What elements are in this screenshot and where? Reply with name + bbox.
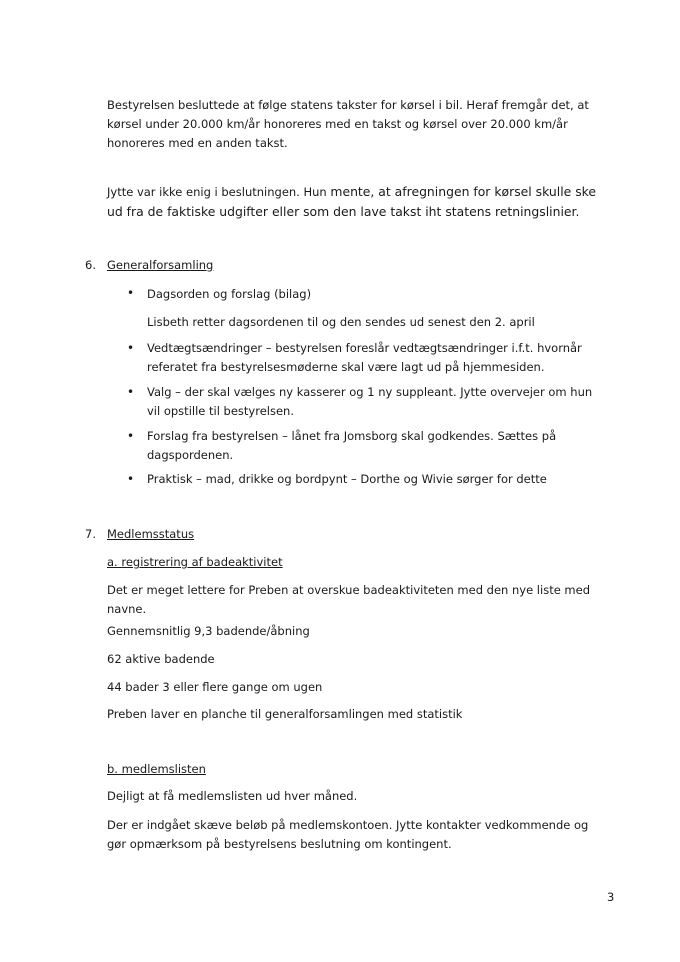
text-segment: mente, at afregningen for kørsel skulle ske xyxy=(330,184,597,199)
bullet-icon: • xyxy=(127,385,135,399)
list-item xyxy=(147,427,556,465)
bullet-icon: • xyxy=(127,429,135,443)
text-line: honoreres med en anden takst. xyxy=(107,136,288,150)
section-number: 7. xyxy=(85,527,96,541)
paragraph xyxy=(107,581,590,619)
list-item xyxy=(147,339,582,377)
list-item-note: Lisbeth retter dagsordenen til og den sendes ud senest den 2. april xyxy=(147,315,535,329)
text-line: 44 bader 3 eller flere gange om ugen xyxy=(107,680,323,694)
text-line: Forslag fra bestyrelsen – lånet fra Jomsborg skal godkendes. Sættes på xyxy=(147,429,557,443)
text-line: Dejligt at få medlemslisten ud hver måned. xyxy=(107,789,358,803)
text-segment: Jytte var ikke enig i beslutningen. Hun xyxy=(107,185,331,199)
text-line: navne. xyxy=(107,602,147,616)
bullet-icon: • xyxy=(127,472,135,486)
subsection-heading: b. medlemslisten xyxy=(107,762,206,776)
list-item xyxy=(147,285,311,304)
bullet-icon: • xyxy=(127,286,135,300)
text-line: Vedtægtsændringer – bestyrelsen foreslår vedtægtsændringer i.f.t. hvornår xyxy=(147,341,582,355)
text-line: Bestyrelsen besluttede at følge statens takster for kørsel i bil. Heraf fremgår det, at xyxy=(107,98,589,112)
page-number: 3 xyxy=(607,890,615,904)
text-line: 62 aktive badende xyxy=(107,652,215,666)
list-item xyxy=(147,383,592,421)
text-line: dagspordenen. xyxy=(147,448,234,462)
list-item xyxy=(147,470,547,489)
text-line: Preben laver en planche til generalforsamlingen med statistik xyxy=(107,707,463,721)
text-line: Gennemsnitlig 9,3 badende/åbning xyxy=(107,624,310,638)
text-line: Dagsorden og forslag (bilag) xyxy=(147,287,312,301)
section-heading: Generalforsamling xyxy=(107,258,214,272)
text-line: vil opstille til bestyrelsen. xyxy=(147,404,294,418)
jytte-paragraph xyxy=(107,182,596,222)
bullet-icon: • xyxy=(127,341,135,355)
section-number: 6. xyxy=(85,258,96,272)
text-line: Det er meget lettere for Preben at overskue badeaktiviteten med den nye liste med xyxy=(107,583,591,597)
intro-paragraph xyxy=(107,96,589,153)
subsection-heading: a. registrering af badeaktivitet xyxy=(107,555,283,569)
text-line: Praktisk – mad, drikke og bordpynt – Dorthe og Wivie sørger for dette xyxy=(147,472,547,486)
text-line: Valg – der skal vælges ny kasserer og 1 ny suppleant. Jytte overvejer om hun xyxy=(147,385,593,399)
section-heading: Medlemsstatus xyxy=(107,527,195,541)
text-line: referatet fra bestyrelsesmøderne skal være lagt ud på hjemmesiden. xyxy=(147,360,545,374)
text-line: Der er indgået skæve beløb på medlemskontoen. Jytte kontakter vedkommende og xyxy=(107,818,589,832)
text-line: kørsel under 20.000 km/år honoreres med en takst og kørsel over 20.000 km/år xyxy=(107,117,568,131)
paragraph xyxy=(107,816,588,854)
text-line: ud fra de faktiske udgifter eller som den lave takst iht statens retningslinier. xyxy=(107,204,580,219)
text-line: gør opmærksom på bestyrelsens beslutning om kontingent. xyxy=(107,837,452,851)
